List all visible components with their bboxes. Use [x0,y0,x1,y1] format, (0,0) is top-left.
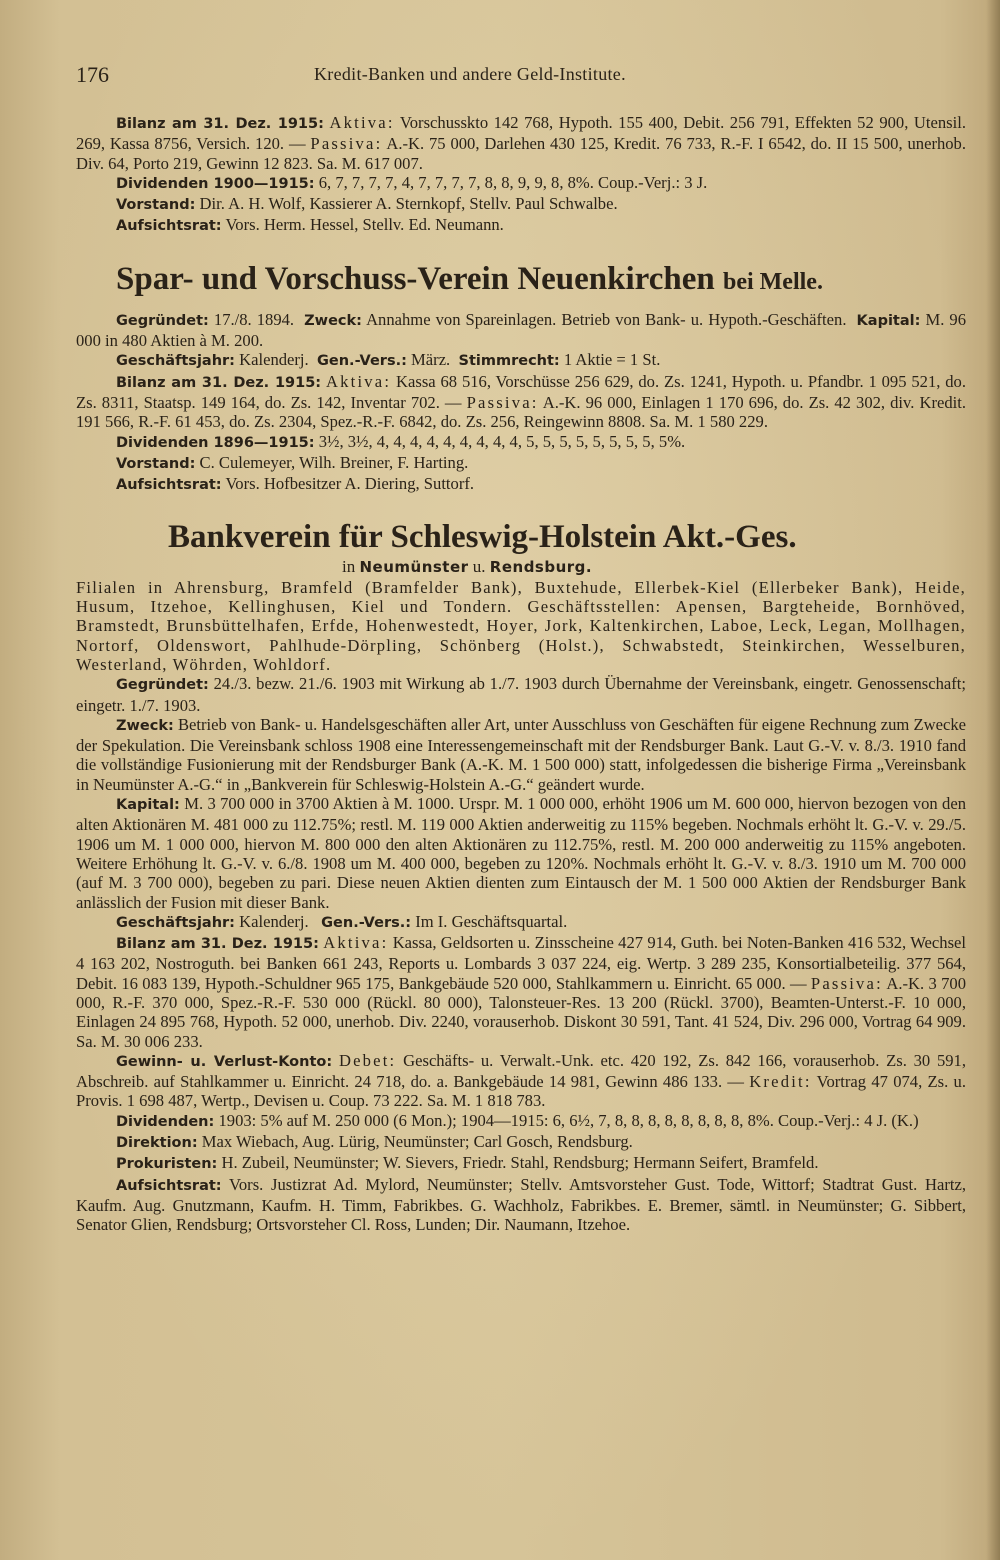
label-aktiva: Aktiva: [323,933,389,953]
stimmrecht-text: 1 Aktie = 1 St. [563,350,661,370]
label-kapital: Kapital: [856,312,921,329]
entry2-gegruendet [76,674,966,715]
label-zweck: Zweck: [304,312,362,329]
entry0-aufsichtsrat [76,215,966,236]
label-geschaeftsjahr: Geschäftsjahr: [116,353,235,370]
subtitle-town-rendsburg: Rendsburg. [489,558,593,577]
entry2-prokuristen [76,1153,966,1174]
label-aktiva: Aktiva: [325,371,392,391]
label-passiva: Passiva: [310,134,383,154]
entry1-title-location: bei Melle. [722,268,823,295]
label-dividenden: Dividenden 1896—1915: [116,434,315,451]
label-aufsichtsrat: Aufsichtsrat: [116,218,222,235]
label-kredit: Kredit: [749,1072,812,1092]
bilanz-text: Kassa 68 516, Vorschüsse 256 629, do. Zs. 1241, Hypoth. u. Pfandbr. 1 095 521, do. Zs. 8311, Staatsp. 149 164, do. Zs. 142, Inventar 702. — [76,371,966,412]
entry2-zweck [76,715,966,794]
label-dividenden: Dividenden 1900—1915: [116,175,315,192]
dividenden-text: 1903: 5% auf M. 250 000 (6 Mon.); 1904—1915: 6, 6½, 7, 8, 8, 8, 8, 8, 8, 8, 8, 8%. Coup.-Verj.: 4 J. (K.) [218,1110,919,1130]
entry1-vorstand [76,453,966,474]
label-vorstand: Vorstand: [116,455,196,472]
prokuristen-text: H. Zubeil, Neumünster; W. Sievers, Friedr. Stahl, Rendsburg; Hermann Seifert, Bramfeld. [221,1153,819,1173]
label-passiva: Passiva: [810,973,883,993]
genvers-text: März. [411,350,451,370]
entry2-bilanz [76,933,966,1051]
kapital-text: M. 3 700 000 in 3700 Aktien à M. 1000. Urspr. M. 1 000 000, erhöht 1906 um M. 600 000, hiervon bezogen von den alten Aktionären M. 481 000 zu 112.75%; restl. M. 119 000 Aktien anderweitig zu 115% begeben. Nochmals erhöht lt. G.-V. v. 29./5. 1906 um M. 1 000 000, hiervon M. 800 000 den alten Aktionären zu 112.75%, restl. M. 200 000 anderweitig zu 115% angeboten. Weitere Erhöhung lt. G.-V. v. 6./8. 1908 um M. 400 000, begeben zu 120%. Nochmals erhöht lt. G.-V. v. 8./3. 1910 um M. 700 000 (auf M. 3 700 000), begeben zu pari. Diese neuen Aktien dienten zum Eintausch der M. 1 500 000 Aktien der Rendsburger Bank anlässlich der Fusion mit dieser Bank. [76,794,967,912]
aufsichtsrat-text: Vors. Justizrat Ad. Mylord, Neumünster; Stellv. Amtsvorsteher Gust. Tode, Wittorf; Stadtrat Gust. Hartz, Kaufm. Aug. Gnutzmann, Kaufm. H. Timm, Fabrikbes. G. Wachholz, Fabrikbes. E. Bremer, sämtl. in Neumünster; G. Sibbert, Senator Glien, Rendsburg; Ortsvorsteher Cl. Ross, Lunden; Dir. Naumann, Itzehoe. [76,1174,966,1235]
label-zweck: Zweck: [116,717,174,734]
page-header [76,62,966,96]
label-geschaeftsjahr: Geschäftsjahr: [116,914,235,931]
entry2-title: Bankverein für Schleswig-Holstein Akt.-Ges. [168,519,797,556]
label-aufsichtsrat: Aufsichtsrat: [116,1177,222,1194]
zweck-text: Betrieb von Bank- u. Handelsgeschäften aller Art, unter Ausschluss von Geschäften für eigene Rechnung zum Zwecke der Spekulation. Die Vereinsbank schloss 1908 eine Interessengemeinschaft mit der Rendsburger Bank. Laut G.-V. v. 8./3. 1910 fand die vollständige Fusionierung mit der Rendsburger Bank (A.-K. M. 1 500 000) statt, infolgedessen die bisherige Firma „Vereinsbank in Neumünster A.-G.“ in „Bankverein für Schleswig-Holstein A.-G.“ geändert wurde. [76,714,966,794]
aufsichtsrat-text: Vors. Hofbesitzer A. Diering, Suttorf. [225,474,475,494]
label-stimmrecht: Stimmrecht: [458,353,560,370]
guv-text: Vortrag 47 074, Zs. u. Provis. 1 698 487, Wertp., Devisen u. Coup. 73 222. Sa. M. 1 818 783. [76,1072,966,1111]
label-kapital: Kapital: [116,797,180,814]
page-content [76,113,966,1235]
page-number: 176 [76,62,109,87]
label-direktion: Direktion: [116,1135,198,1152]
label-bilanz: Bilanz am 31. Dez. 1915: [116,936,319,953]
entry1-title-main: Spar- und Vorschuss-Verein Neuenkirchen [116,260,715,297]
entry1-dividenden [76,432,966,453]
entry0-dividenden [76,173,966,194]
label-aufsichtsrat: Aufsichtsrat: [116,477,222,494]
bilanz-text: A.-K. 3 700 000, R.-F. 370 000, Spez.-R.-F. 530 000 (Rückl. 80 000), Talonsteuer-Res. 13 200 (Rückl. 3700), Beamten-Unterst.-F. 10 000, Einlagen 24 895 768, Hypoth. 52 000, unerhob. Div. 2240, vorauserhob. Diskont 30 591, Tant. 41 524, Div. 296 000, Vortrag 64 909. Sa. M. 30 006 233. [76,973,967,1051]
entry2-kapital [76,794,966,912]
entry2-direktion [76,1132,966,1153]
label-guv: Gewinn- u. Verlust-Konto: [116,1053,333,1070]
kapital-text: M. 96 000 in 480 Aktien à M. 200. [76,309,966,351]
label-vorstand: Vorstand: [116,197,196,214]
entry0-bilanz [76,113,966,173]
entry1-geschaeftsjahr [76,350,966,371]
genvers-text: Im I. Geschäftsquartal. [415,911,568,931]
entry2-guv [76,1051,966,1111]
geschaeftsjahr-text: Kalenderj. [239,911,309,931]
label-bilanz: Bilanz am 31. Dez. 1915: [116,374,322,391]
direktion-text: Max Wiebach, Aug. Lürig, Neumünster; Carl Gosch, Rendsburg. [201,1132,633,1152]
bilanz-text: A.-K. 96 000, Einlagen 1 170 696, do. Zs. 42 302, div. Kredit. 191 566, R.-F. 61 453, do. Zs. 2304, Spez.-R.-F. 6842, do. Zs. 256, Reingewinn 8808. Sa. M. 1 580 229. [76,392,967,432]
subtitle-conjunction: u. [472,557,486,577]
entry2-geschaeftsjahr [76,912,966,933]
subtitle-prefix: in [342,557,356,577]
entry1-gegruendet-zweck [76,310,966,351]
label-gegruendet: Gegründet: [116,312,209,329]
label-dividenden: Dividenden: [116,1113,215,1130]
entry2-dividenden [76,1111,966,1132]
entry0-vorstand [76,194,966,215]
zweck-text: Annahme von Spareinlagen. Betrieb von Bank- u. Hypoth.-Geschäften. [366,309,847,329]
vorstand-text: Dir. A. H. Wolf, Kassierer A. Sternkopf, Stellv. Paul Schwalbe. [199,194,618,214]
bilanz-text: Kassa, Geldsorten u. Zinsscheine 427 914, Guth. bei Noten-Banken 416 532, Wechsel 4 163 202, Nostroguth. bei Banken 661 243, Reports u. Lombards 3 037 224, eig. Wertp. 3 289 235, Konsortialbeteilig. 377 564, Debit. 16 083 139, Hypoth.-Schuldner 965 175, Bankgebäude 520 000, Stahlkammern u. Einricht. 65 000. — [76,933,967,993]
entry2-filialen: Filialen in Ahrensburg, Bramfeld (Bramfelder Bank), Buxtehude, Ellerbek-Kiel (Ellerbeker Bank), Heide, Husum, Itzehoe, Kellinghusen, Kiel und Tondern. Geschäftsstellen: Apensen, Bargteheide, Bornhöved, Bramstedt, Brunsbüttelhafen, Erfde, Hohenwestedt, Hoyer, Jork, Kaltenkirchen, Laboe, Leck, Legan, Mollhagen, Nortorf, Oldenswort, Pahlhude-Dörpling, Schönberg (Holst.), Schwabstedt, Steinkirchen, Wesselburen, Westerland, Wöhrden, Wohldorf. [76,577,966,674]
label-genvers: Gen.-Vers.: [317,353,407,370]
vorstand-text: C. Culemeyer, Wilh. Breiner, F. Harting. [199,452,469,472]
entry2-subtitle [76,557,966,577]
geschaeftsjahr-text: Kalenderj. [239,350,309,370]
page-edge-shadow [986,0,1000,1560]
label-gegruendet: Gegründet: [116,677,209,694]
label-debet: Debet: [338,1050,397,1070]
bilanz-text: Vorschusskto 142 768, Hypoth. 155 400, Debit. 256 791, Effekten 52 900, Utensil. 269, Kassa 8756, Versich. 120. — [76,113,966,154]
running-head: Kredit-Banken und andere Geld-Institute. [314,64,626,84]
guv-text: Geschäfts- u. Verwalt.-Unk. etc. 420 192, Zs. 842 166, vorauserhob. Zs. 30 591, Abschreib. auf Stahlkammer u. Einricht. 24 718, do. a. Bankgebäude 14 981, Gewinn 486 133. — [76,1050,966,1092]
label-aktiva: Aktiva: [329,113,395,132]
gegruendet-text: 17./8. 1894. [213,309,295,329]
aufsichtsrat-text: Vors. Herm. Hessel, Stellv. Ed. Neumann. [225,215,504,235]
dividenden-text: 3½, 3½, 4, 4, 4, 4, 4, 4, 4, 4, 4, 5, 5, 5, 5, 5, 5, 5, 5, 5%. [318,431,686,451]
subtitle-town-neumuenster: Neumünster [359,558,469,577]
gegruendet-text: 24./3. bezw. 21./6. 1903 mit Wirkung ab 1./7. 1903 durch Übernahme der Vereinsbank, eingetr. Genossenschaft; eingetr. 1./7. 1903. [76,674,966,715]
entry1-title [76,259,966,302]
bilanz-text: A.-K. 75 000, Darlehen 430 125, Kredit. 76 733, R.-F. I 6542, do. II 15 500, unerhob. Div. 64, Porto 219, Gewinn 12 823. Sa. M. 617 007. [76,134,967,173]
label-bilanz: Bilanz am 31. Dez. 1915: [116,116,324,132]
dividenden-text: 6, 7, 7, 7, 7, 4, 7, 7, 7, 7, 8, 8, 9, 9, 8, 8%. Coup.-Verj.: 3 J. [318,172,708,192]
entry1-aufsichtsrat [76,474,966,495]
entry2-aufsichtsrat [76,1175,966,1235]
label-genvers: Gen.-Vers.: [321,914,412,931]
entry1-bilanz [76,372,966,432]
label-prokuristen: Prokuristen: [116,1156,218,1173]
label-passiva: Passiva: [466,392,539,412]
